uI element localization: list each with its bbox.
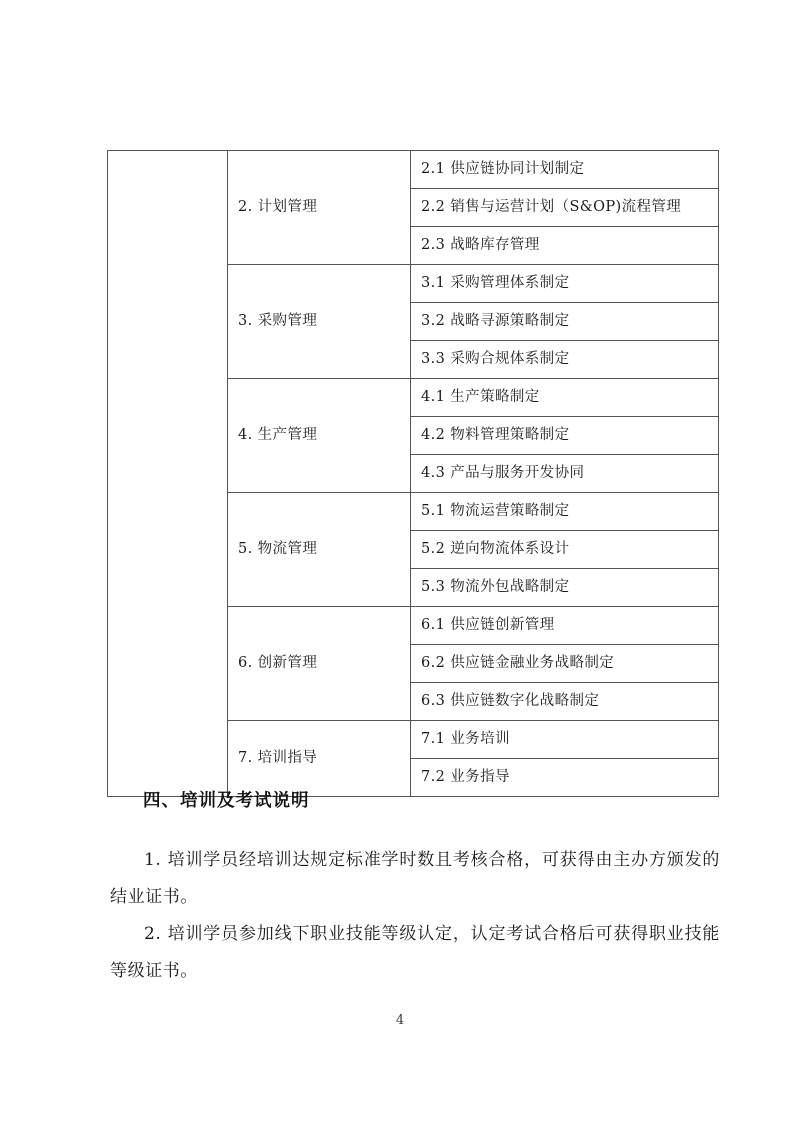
page-number: 4: [395, 1013, 405, 1028]
table-row: [108, 151, 719, 189]
item-cell: 7.2 业务指导: [411, 759, 719, 797]
paragraph-2: 2. 培训学员参加线下职业技能等级认定，认定考试合格后可获得职业技能等级证书。: [110, 924, 720, 981]
item-cell: 2.2 销售与运营计划（S&OP)流程管理: [411, 189, 719, 227]
paragraph-1: 1. 培训学员经培训达规定标准学时数且考核合格，可获得由主办方颁发的结业证书。: [110, 850, 720, 907]
category-cell-continued: [108, 151, 228, 797]
group-cell: 4. 生产管理: [228, 379, 411, 493]
group-cell: 2. 计划管理: [228, 151, 411, 265]
item-cell: 5.3 物流外包战略制定: [411, 569, 719, 607]
group-cell: 3. 采购管理: [228, 265, 411, 379]
item-cell: 3.1 采购管理体系制定: [411, 265, 719, 303]
item-cell: 4.3 产品与服务开发协同: [411, 455, 719, 493]
group-cell: 5. 物流管理: [228, 493, 411, 607]
item-cell: 6.2 供应链金融业务战略制定: [411, 645, 719, 683]
skills-competency-table: [107, 150, 719, 797]
item-cell: 3.3 采购合规体系制定: [411, 341, 719, 379]
item-cell: 6.3 供应链数字化战略制定: [411, 683, 719, 721]
item-cell: 3.2 战略寻源策略制定: [411, 303, 719, 341]
item-cell: 5.2 逆向物流体系设计: [411, 531, 719, 569]
item-cell: 6.1 供应链创新管理: [411, 607, 719, 645]
item-cell: 2.3 战略库存管理: [411, 227, 719, 265]
group-cell: 7. 培训指导: [228, 721, 411, 797]
item-cell: 5.1 物流运营策略制定: [411, 493, 719, 531]
group-cell: 6. 创新管理: [228, 607, 411, 721]
item-cell: 4.1 生产策略制定: [411, 379, 719, 417]
table-body: [108, 151, 719, 797]
item-cell: 2.1 供应链协同计划制定: [411, 151, 719, 189]
item-cell: 4.2 物料管理策略制定: [411, 417, 719, 455]
item-cell: 7.1 业务培训: [411, 721, 719, 759]
section-heading: 四、培训及考试说明: [143, 791, 310, 811]
